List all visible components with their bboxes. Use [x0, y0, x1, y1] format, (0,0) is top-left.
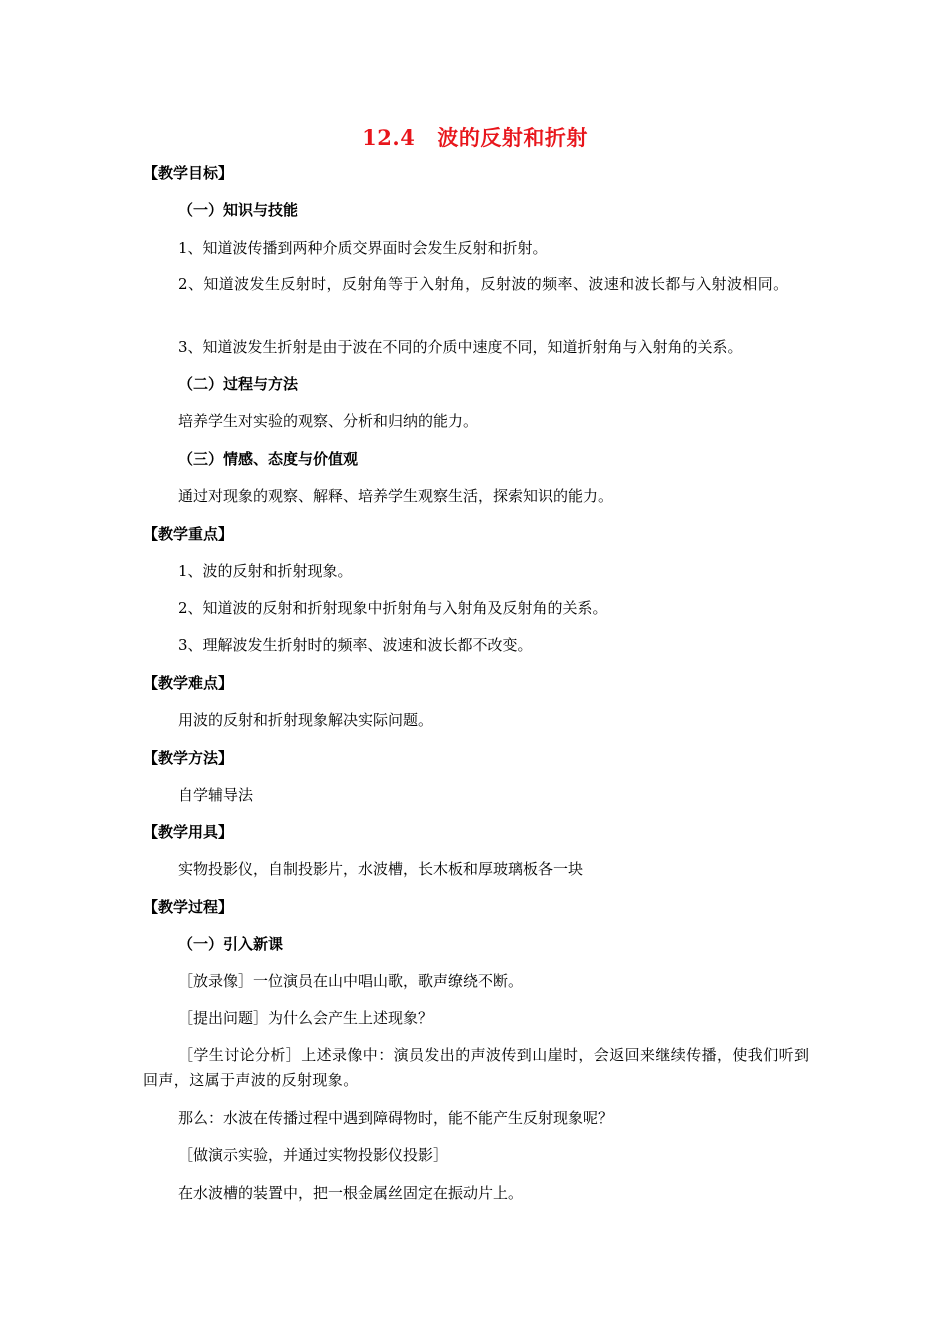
subheading-process-methods: （二）过程与方法: [178, 375, 299, 393]
key-point-item-3: 3、理解波发生折射时的频率、波速和波长都不改变。: [178, 636, 533, 654]
key-point-item-2: 2、知道波的反射和折射现象中折射角与入射角及反射角的关系。: [178, 599, 608, 617]
process-paragraph-3: ［学生讨论分析］上述录像中：演员发出的声波传到山崖时，会返回来继续传播，使我们听到回声，这属于声波的反射现象。: [143, 1046, 810, 1089]
objective-item-2: 2、知道波发生反射时，反射角等于入射角，反射波的频率、波速和波长都与入射波相同。: [178, 275, 789, 293]
section-heading-tools: 【教学用具】: [143, 823, 234, 841]
section-heading-process: 【教学过程】: [143, 898, 234, 916]
title-text: 波的反射和折射: [437, 125, 588, 150]
subheading-introduction: （一）引入新课: [178, 935, 284, 953]
objective-item-3: 3、知道波发生折射是由于波在不同的介质中速度不同，知道折射角与入射角的关系。: [178, 338, 743, 356]
method-item-1: 自学辅导法: [178, 786, 254, 804]
section-heading-objectives: 【教学目标】: [143, 164, 234, 182]
section-heading-methods: 【教学方法】: [143, 749, 234, 767]
tools-item-1: 实物投影仪，自制投影片，水波槽，长木板和厚玻璃板各一块: [178, 860, 584, 878]
title-number: 12.4: [362, 125, 416, 150]
process-paragraph-6: 在水波槽的装置中，把一根金属丝固定在振动片上。: [178, 1184, 524, 1202]
page-title: [0, 122, 950, 152]
key-point-item-1: 1、波的反射和折射现象。: [178, 562, 353, 580]
process-paragraph-5: ［做演示实验，并通过实物投影仪投影］: [178, 1146, 449, 1164]
process-paragraph-4: 那么：水波在传播过程中遇到障碍物时，能不能产生反射现象呢？: [178, 1109, 614, 1127]
process-paragraph-1: ［放录像］一位演员在山中唱山歌，歌声缭绕不断。: [178, 972, 524, 990]
objective-item-1: 1、知道波传播到两种介质交界面时会发生反射和折射。: [178, 239, 548, 257]
difficulty-item-1: 用波的反射和折射现象解决实际问题。: [178, 711, 434, 729]
section-heading-difficulties: 【教学难点】: [143, 674, 234, 692]
objective-item-5: 通过对现象的观察、解释、培养学生观察生活，探索知识的能力。: [178, 487, 614, 505]
subheading-knowledge-skills: （一）知识与技能: [178, 201, 299, 219]
objective-item-4: 培养学生对实验的观察、分析和归纳的能力。: [178, 412, 479, 430]
section-heading-key-points: 【教学重点】: [143, 525, 234, 543]
process-paragraph-2: ［提出问题］为什么会产生上述现象？: [178, 1009, 434, 1027]
subheading-emotions-values: （三）情感、态度与价值观: [178, 450, 359, 468]
